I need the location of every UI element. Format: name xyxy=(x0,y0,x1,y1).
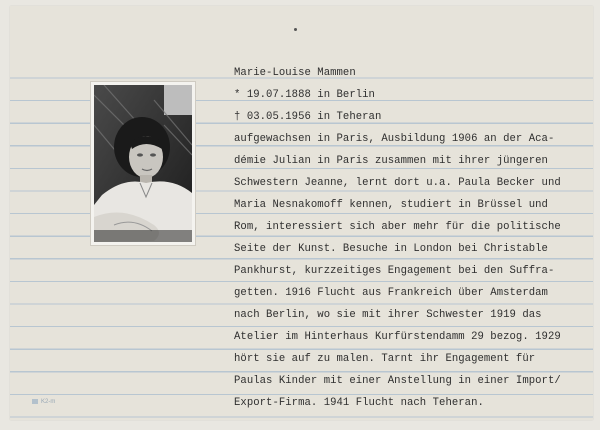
portrait-illustration xyxy=(94,85,192,242)
bio-line: Export-Firma. 1941 Flucht nach Teheran. xyxy=(234,397,484,409)
bio-line: Schwestern Jeanne, lernt dort u.a. Paula Becker und xyxy=(234,177,561,189)
bio-line: aufgewachsen in Paris, Ausbildung 1906 an der Aca- xyxy=(234,133,555,145)
biography-text xyxy=(234,62,579,414)
bio-line: Seite der Kunst. Besuche in London bei Christable xyxy=(234,243,548,255)
bio-line: Pankhurst, kurzzeitiges Engagement bei den Suffra- xyxy=(234,265,555,277)
bio-line: Rom, interessiert sich aber mehr für die politische xyxy=(234,221,561,233)
ink-dot xyxy=(294,28,297,31)
bio-line: nach Berlin, wo sie mit ihrer Schwester 1919 das xyxy=(234,309,542,321)
bio-line: Paulas Kinder mit einer Anstellung in einer Import/ xyxy=(234,375,561,387)
portrait-image xyxy=(94,85,192,242)
bio-line: démie Julian in Paris zusammen mit ihrer jüngeren xyxy=(234,155,548,167)
bio-line: getten. 1916 Flucht aus Frankreich über Amsterdam xyxy=(234,287,548,299)
bio-line: Maria Nesnakomoff kennen, studiert in Brüssel und xyxy=(234,199,548,211)
index-card xyxy=(10,6,593,420)
bio-line: Atelier im Hinterhaus Kurfürstendamm 29 bezog. 1929 xyxy=(234,331,561,343)
name-line: Marie-Louise Mammen xyxy=(234,67,356,79)
birth-line: * 19.07.1888 in Berlin xyxy=(234,89,375,101)
portrait-photo xyxy=(90,81,196,246)
bio-line: hört sie auf zu malen. Tarnt ihr Engagement für xyxy=(234,353,536,365)
stamp-icon xyxy=(32,399,38,404)
card-stamp xyxy=(32,399,55,405)
death-line: † 03.05.1956 in Teheran xyxy=(234,111,382,123)
stamp-label: K2-m xyxy=(41,399,56,406)
